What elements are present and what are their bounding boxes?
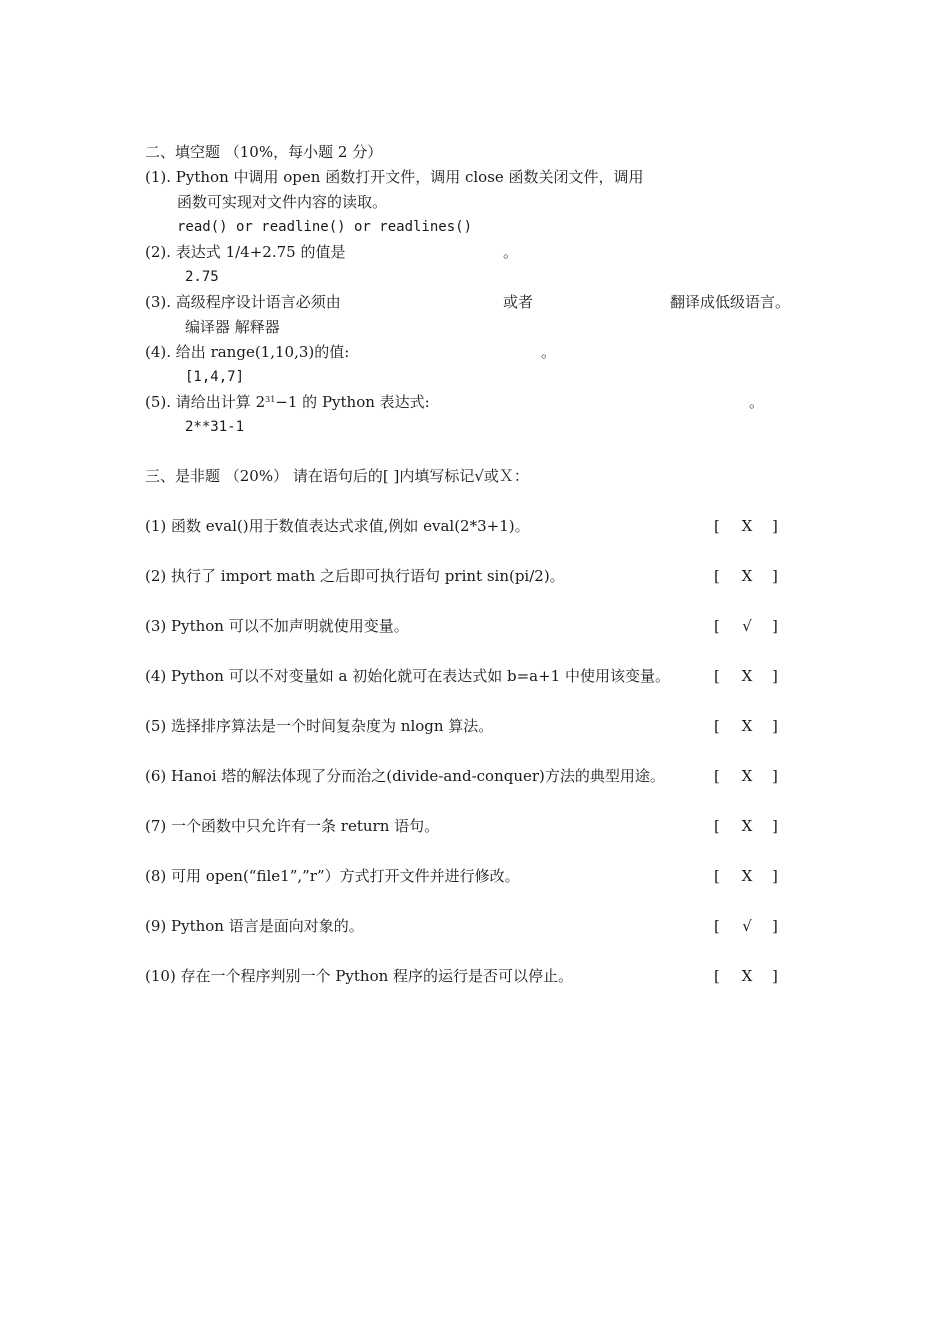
tf-item <box>145 614 795 639</box>
fill-question-3-end: 翻译成低级语言。 <box>670 293 791 311</box>
fill-question-4-end: 。 <box>541 343 557 361</box>
tf-answer-mark: X <box>741 517 753 535</box>
question-text: Python 中调用 open 函数打开文件，调用 close 函数关闭文件，调用 <box>175 168 644 186</box>
question-text: 高级程序设计语言必须由 <box>175 293 341 311</box>
fill-question-1-continued: 函数可实现对文件内容的读取。 <box>177 193 388 211</box>
tf-item <box>145 514 795 539</box>
tf-answer-mark: X <box>741 967 753 985</box>
left-bracket: [ <box>714 967 720 985</box>
tf-answer-box <box>714 764 780 789</box>
tf-answer-mark: X <box>741 767 753 785</box>
fill-question-1 <box>145 165 644 190</box>
left-bracket: [ <box>714 767 720 785</box>
tf-answer-box <box>714 614 780 639</box>
tf-answer-box <box>714 864 780 889</box>
left-bracket: [ <box>714 717 720 735</box>
tf-item <box>145 714 795 739</box>
left-bracket: [ <box>714 917 720 935</box>
tf-item-text: (8) 可用 open(“file1”,”r”）方式打开文件并进行修改。 <box>145 867 520 885</box>
fill-question-3 <box>145 290 341 315</box>
question-number: (5). <box>145 393 172 411</box>
tf-item <box>145 814 795 839</box>
right-bracket: ] <box>772 717 778 735</box>
tf-item-text: (7) 一个函数中只允许有一条 return 语句。 <box>145 817 440 835</box>
tf-item <box>145 914 795 939</box>
tf-answer-mark: X <box>741 817 753 835</box>
right-bracket: ] <box>772 917 778 935</box>
fill-question-5 <box>145 390 430 415</box>
fill-question-4 <box>145 340 349 365</box>
fill-question-3-middle: 或者 <box>503 293 534 311</box>
tf-item <box>145 864 795 889</box>
question-number: (2). <box>145 243 172 261</box>
right-bracket: ] <box>772 567 778 585</box>
tf-answer-mark: X <box>741 717 753 735</box>
tf-answer-box <box>714 514 780 539</box>
question-text-rest: −1 的 Python 表达式: <box>275 393 430 411</box>
fill-question-2-end: 。 <box>503 243 519 261</box>
fill-question-2 <box>145 240 345 265</box>
question-number: (4). <box>145 343 172 361</box>
right-bracket: ] <box>772 517 778 535</box>
right-bracket: ] <box>772 767 778 785</box>
tf-item-text: (2) 执行了 import math 之后即可执行语句 print sin(pi/2)。 <box>145 567 565 585</box>
fill-answer-3: 编译器 解释器 <box>185 318 280 336</box>
tf-answer-box <box>714 914 780 939</box>
tf-item-text: (10) 存在一个程序判别一个 Python 程序的运行是否可以停止。 <box>145 967 574 985</box>
tf-item-text: (4) Python 可以不对变量如 a 初始化就可在表达式如 b=a+1 中使用该变量。 <box>145 667 670 685</box>
tf-answer-mark: X <box>741 867 753 885</box>
tf-section-title: 三、是非题 （20%） 请在语句后的[ ]内填写标记√或Ｘ： <box>145 467 529 485</box>
tf-answer-box <box>714 564 780 589</box>
left-bracket: [ <box>714 517 720 535</box>
tf-answer-box <box>714 814 780 839</box>
tf-item <box>145 764 795 789</box>
tf-item-text: (6) Hanoi 塔的解法体现了分而治之(divide-and-conquer)方法的典型用途。 <box>145 767 665 785</box>
fill-answer-4: [1,4,7] <box>185 369 245 385</box>
tf-item <box>145 664 795 689</box>
right-bracket: ] <box>772 667 778 685</box>
right-bracket: ] <box>772 967 778 985</box>
tf-answer-mark: √ <box>742 917 752 935</box>
fill-answer-2: 2.75 <box>185 269 219 285</box>
tf-item <box>145 564 795 589</box>
question-number: (3). <box>145 293 172 311</box>
tf-answer-box <box>714 664 780 689</box>
exponent: 31 <box>265 395 276 404</box>
question-text: 给出 range(1,10,3)的值: <box>175 343 350 361</box>
tf-answer-mark: √ <box>742 617 752 635</box>
left-bracket: [ <box>714 567 720 585</box>
fill-question-5-end: 。 <box>749 393 765 411</box>
question-text: 表达式 1/4+2.75 的值是 <box>175 243 346 261</box>
right-bracket: ] <box>772 867 778 885</box>
fill-answer-1: read() or readline() or readlines() <box>177 219 473 235</box>
question-text: 请给出计算 2 <box>175 393 266 411</box>
tf-item-text: (3) Python 可以不加声明就使用变量。 <box>145 617 409 635</box>
question-number: (1). <box>145 168 172 186</box>
tf-answer-box <box>714 964 780 989</box>
right-bracket: ] <box>772 817 778 835</box>
tf-answer-mark: X <box>741 667 753 685</box>
fill-answer-5: 2**31-1 <box>185 419 245 435</box>
right-bracket: ] <box>772 617 778 635</box>
tf-item <box>145 964 795 989</box>
left-bracket: [ <box>714 667 720 685</box>
left-bracket: [ <box>714 617 720 635</box>
tf-answer-mark: X <box>741 567 753 585</box>
fill-section-title: 二、填空题 （10%，每小题 2 分） <box>145 143 383 161</box>
tf-item-text: (5) 选择排序算法是一个时间复杂度为 nlogn 算法。 <box>145 717 494 735</box>
left-bracket: [ <box>714 867 720 885</box>
tf-item-text: (1) 函数 eval()用于数值表达式求值,例如 eval(2*3+1)。 <box>145 517 530 535</box>
tf-item-text: (9) Python 语言是面向对象的。 <box>145 917 364 935</box>
tf-answer-box <box>714 714 780 739</box>
left-bracket: [ <box>714 817 720 835</box>
